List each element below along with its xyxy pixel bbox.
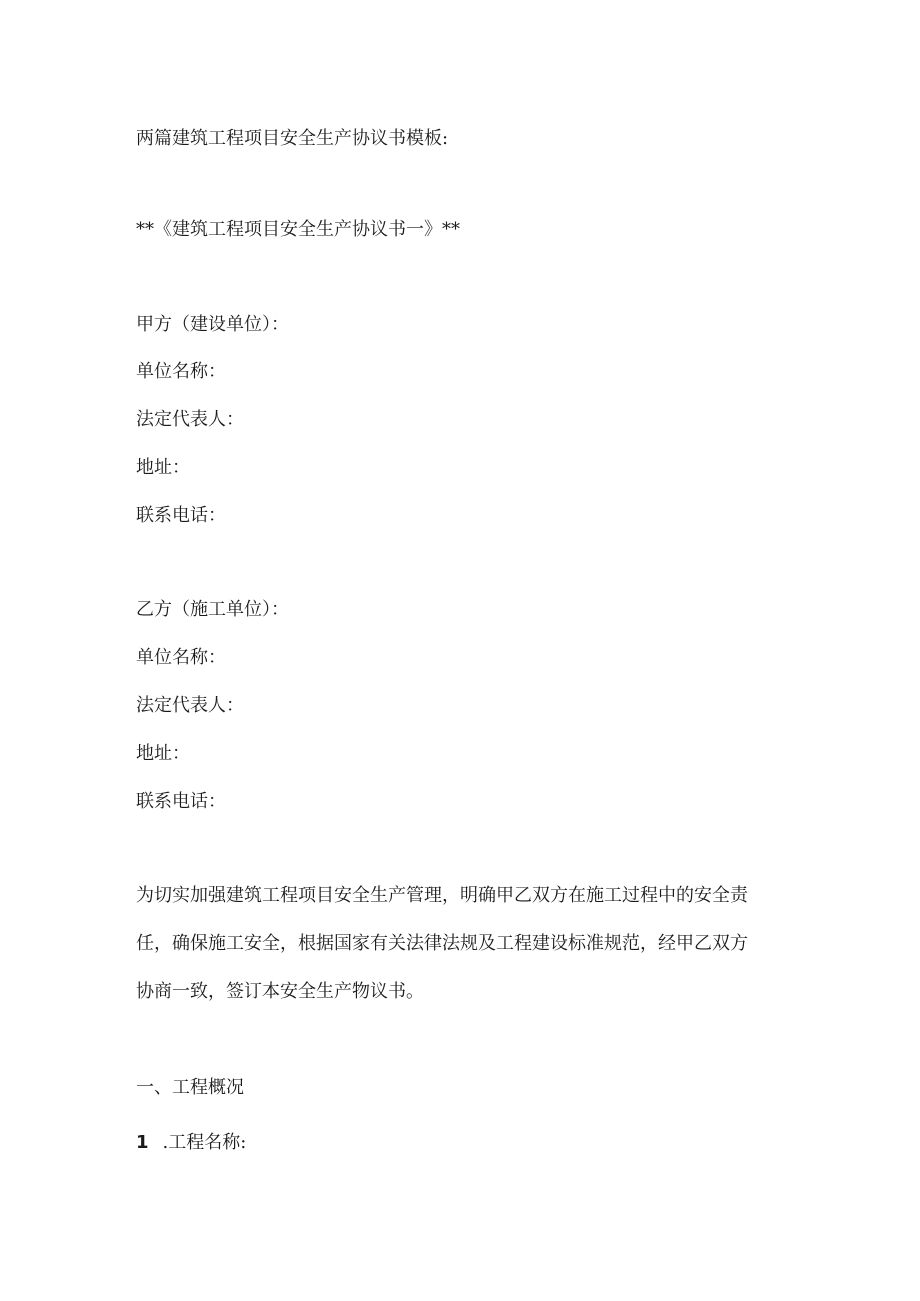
party-a-phone: 联系电话： bbox=[136, 505, 226, 526]
preamble-line-1: 为切实加强建筑工程项目安全生产管理，明确甲乙双方在施工过程中的安全责 bbox=[136, 885, 748, 906]
party-b-legal-rep: 法定代表人： bbox=[136, 695, 244, 716]
party-b-address: 地址： bbox=[136, 743, 190, 764]
preamble-line-2: 任，确保施工安全，根据国家有关法律法规及工程建设标准规范，经甲乙双方 bbox=[136, 933, 748, 954]
agreement-title: **《建筑工程项目安全生产协议书一》** bbox=[136, 219, 460, 240]
item-label: .工程名称: bbox=[162, 1132, 247, 1153]
party-a-legal-rep: 法定代表人： bbox=[136, 409, 244, 430]
intro-title: 两篇建筑工程项目安全生产协议书模板: bbox=[136, 128, 449, 149]
item-number: 1 bbox=[136, 1132, 149, 1153]
preamble-line-3: 协商一致，签订本安全生产物议书。 bbox=[136, 981, 424, 1002]
party-b-phone: 联系电话： bbox=[136, 791, 226, 812]
party-a-heading: 甲方（建设单位）： bbox=[136, 314, 289, 335]
section-1-heading: 一、工程概况 bbox=[136, 1077, 244, 1098]
preamble-paragraph bbox=[136, 884, 786, 1028]
party-b-heading: 乙方（施工单位）： bbox=[136, 599, 289, 620]
party-a-unit-name: 单位名称： bbox=[136, 361, 226, 382]
party-a-address: 地址： bbox=[136, 457, 190, 478]
party-b-unit-name: 单位名称： bbox=[136, 647, 226, 668]
section-1-item-1 bbox=[136, 1131, 246, 1155]
